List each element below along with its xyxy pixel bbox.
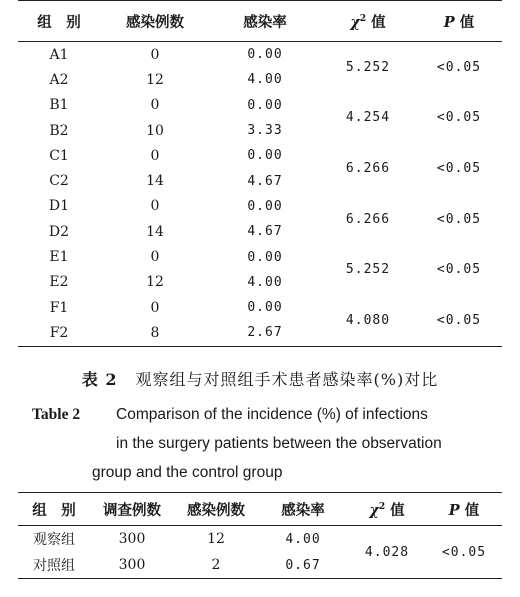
chi2-cell: 5.252 xyxy=(345,59,391,75)
rate-cell: 3.33 xyxy=(247,123,283,139)
count-cell: 0 xyxy=(150,46,160,63)
rate-cell: 2.67 xyxy=(247,325,283,341)
group-cell: D1 xyxy=(48,198,70,215)
surveyed-cell: 300 xyxy=(118,531,146,547)
chi2-cell: 4.028 xyxy=(364,544,410,560)
group-cell: 观察组 xyxy=(33,532,75,548)
p-cell: <0.05 xyxy=(436,211,482,227)
rate-cell: 0.00 xyxy=(247,47,283,63)
count-cell: 12 xyxy=(146,274,164,291)
header-p-value: P 值 xyxy=(416,1,502,42)
table-row xyxy=(18,194,502,219)
p-cell: <0.05 xyxy=(436,312,482,328)
table-row xyxy=(18,244,502,269)
header-chi2: $\chi^2$ 值 xyxy=(348,493,426,526)
count-cell: 14 xyxy=(146,223,164,240)
caption-en-label: Table 2 xyxy=(32,406,81,423)
group-cell: E1 xyxy=(49,249,69,266)
header-infection-count: 感染例数 xyxy=(100,1,210,42)
header-group: 组 别 xyxy=(18,1,100,42)
rate-cell: 0.00 xyxy=(247,300,283,316)
p-cell: <0.05 xyxy=(441,544,487,560)
count-cell: 12 xyxy=(146,71,164,88)
count-cell: 0 xyxy=(150,147,160,164)
group-cell: E2 xyxy=(49,274,69,291)
p-cell: <0.05 xyxy=(436,262,482,278)
count-cell: 0 xyxy=(150,299,160,316)
caption-cn-label: 表 2 xyxy=(81,370,118,389)
rate-cell: 0.00 xyxy=(247,148,283,164)
count-cell: 0 xyxy=(150,249,160,266)
p-cell: <0.05 xyxy=(436,160,482,176)
rate-cell: 4.67 xyxy=(247,224,283,240)
rate-cell: 0.67 xyxy=(285,557,321,573)
header-chi2: $\chi^2$ 值 xyxy=(320,1,416,42)
table2-caption-en xyxy=(32,400,502,487)
group-cell: B2 xyxy=(49,122,69,139)
table2-header-row xyxy=(18,493,502,526)
infection-table-2 xyxy=(18,492,502,579)
header-infection-count: 感染例数 xyxy=(174,493,258,526)
header-surveyed: 调查例数 xyxy=(90,493,174,526)
rate-cell: 4.00 xyxy=(247,72,283,88)
rate-cell: 4.67 xyxy=(247,173,283,189)
rate-cell: 4.00 xyxy=(247,274,283,290)
table1-header-row xyxy=(18,1,502,42)
caption-en-line3: group and the control group xyxy=(92,464,283,481)
group-cell: F2 xyxy=(49,324,69,341)
group-cell: B1 xyxy=(49,97,69,114)
header-infection-rate: 感染率 xyxy=(210,1,320,42)
group-cell: 对照组 xyxy=(33,558,75,574)
caption-cn-text: 观察组与对照组手术患者感染率(%)对比 xyxy=(135,370,439,389)
rate-cell: 0.00 xyxy=(247,249,283,265)
rate-cell: 4.00 xyxy=(285,531,321,547)
group-cell: C1 xyxy=(49,147,69,164)
table2-caption-cn xyxy=(0,367,520,390)
count-cell: 10 xyxy=(146,122,164,139)
count-cell: 12 xyxy=(207,531,225,547)
count-cell: 14 xyxy=(146,173,164,190)
p-cell: <0.05 xyxy=(436,59,482,75)
table-row xyxy=(18,93,502,118)
table-row xyxy=(18,295,502,320)
table-row xyxy=(18,42,502,68)
caption-en-line1: Table 2 Comparison of the incidence (%) of infections xyxy=(32,400,502,429)
chi2-cell: 6.266 xyxy=(345,211,391,227)
group-cell: C2 xyxy=(49,173,69,190)
count-cell: 0 xyxy=(150,97,160,114)
group-cell: A1 xyxy=(49,46,69,63)
count-cell: 2 xyxy=(211,557,221,573)
surveyed-cell: 300 xyxy=(118,557,146,573)
table-row xyxy=(18,526,502,553)
header-group: 组 别 xyxy=(18,493,90,526)
rate-cell: 0.00 xyxy=(247,198,283,214)
count-cell: 0 xyxy=(150,198,160,215)
group-cell: F1 xyxy=(49,299,69,316)
group-cell: D2 xyxy=(48,223,70,240)
header-p-value: P 值 xyxy=(426,493,502,526)
chi2-cell: 4.254 xyxy=(345,110,391,126)
group-cell: A2 xyxy=(49,71,69,88)
chi2-cell: 5.252 xyxy=(345,262,391,278)
infection-table-1 xyxy=(18,0,502,347)
header-infection-rate: 感染率 xyxy=(258,493,348,526)
count-cell: 8 xyxy=(150,324,160,341)
rate-cell: 0.00 xyxy=(247,97,283,113)
p-cell: <0.05 xyxy=(436,110,482,126)
table-row xyxy=(18,143,502,168)
chi2-cell: 4.080 xyxy=(345,312,391,328)
caption-en-line2: in the surgery patients between the observation xyxy=(116,435,442,452)
chi2-cell: 6.266 xyxy=(345,160,391,176)
